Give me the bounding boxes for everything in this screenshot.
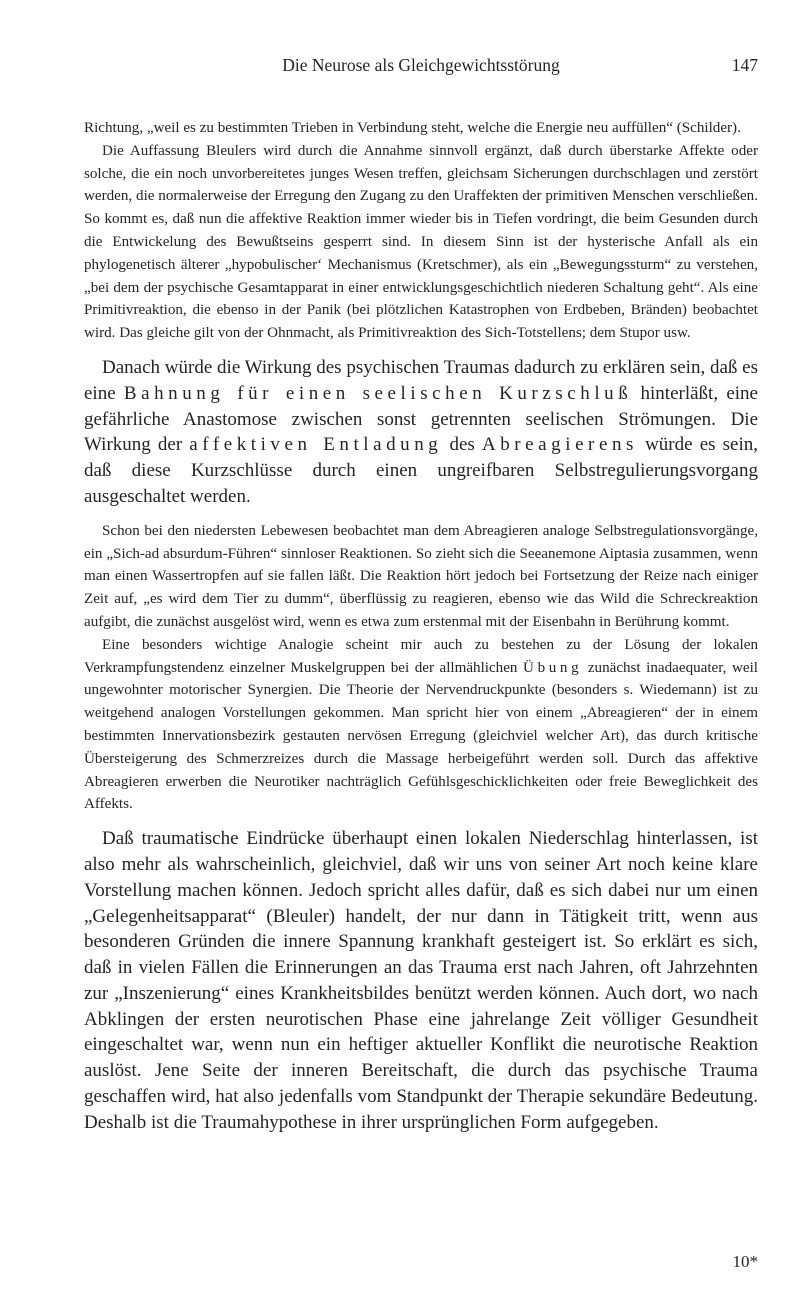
emphasis-abreagieren: Abreagierens: [481, 434, 638, 456]
paragraph-lebewesen: Schon bei den niedersten Lebewesen beobachtet man dem Abreagieren analoge Selbstregulationsvorgänge, ein „Sich-ad absurdum-Führen“ sinnloser Reaktionen. So zieht sich die Seeanemone Aiptasia zusammen, wenn man einen Wassertropfen auf sie fallen läßt. Die Reaktion hört jedoch bei Fortsetzung der Reize nach einiger Zeit auf, „es wird dem Tier zu dumm“, überflüssig zu reagieren, ebenso wie das Wild die Schreckreaktion aufgibt, die zunächst ausgelöst wird, wenn es etwa zum erstenmal mit der Eisenbahn in Berührung kommt.: [84, 522, 758, 630]
page-number: 147: [731, 55, 758, 75]
paragraph-continuation: Richtung, „weil es zu bestimmten Trieben in Verbindung steht, welche die Energie neu auffüllen“ (Schilder).: [84, 120, 741, 136]
paragraph-bleuler: Die Auffassung Bleulers wird durch die Annahme sinnvoll ergänzt, daß durch überstarke Affekte oder solche, die ein noch unvorbereitetes junges Wesen treffen, gleichsam Sicherungen durchschlagen und zerstört werden, die normalerweise der Erregung den Zugang zu den Uraffekten der primitiven Menschen verschließen. So kommt es, daß nun die affektive Reaktion immer wieder bis in Tiefen vordringt, die beim Gesunden durch die Entwickelung des Bewußtseins gesperrt sind. In diesem Sinn ist der hysterische Anfall als ein phylogenetisch älterer „hypobulischer‘ Mechanismus (Kretschmer), als ein „Bewegungssturm“ zu verstehen, „bei dem der psychische Gesamtapparat in einer entwicklungsgeschichtlich niederen Schaltung geht“. Als eine Primitivreaktion, die ebenso in der Panik (bei plötzlichen Katastrophen von Erdbeben, Bränden) beobachtet wird. Das gleiche gilt von der Ohnmacht, als Primitivreaktion des Sich-Totstellens; dem Stupor usw.: [84, 142, 758, 342]
signature-mark: 10*: [732, 1252, 758, 1271]
text-run: würde es sein, daß diese Kurzschlüsse durch einen ungreifbaren Selbstregulierungsvorgang ausgeschaltet werden.: [84, 434, 758, 507]
text-run: zunächst inadaequater, weil ungewohnter motorischer Synergien. Die Theorie der Nervendruckpunkte (besonders s. Wiedemann) ist zu weitgehend analogen Vorstellungen gekommen. Man spricht hier von einem „Abreagieren“ der in einem bestimmten Innervationsbezirk gestauten nervösen Erregung (gleichviel welcher Art), das durch kritische Übersteigerung des Schmerzreizes durch die Massage herbeigeführt werden soll. Durch das affektive Abreagieren erwerben die Neurotiker nachträglich Gefühlsgeschicklichkeiten oder freie Beweglichkeit des Affekts.: [84, 659, 758, 813]
paragraph-niederschlag: Daß traumatische Eindrücke überhaupt einen lokalen Niederschlag hinterlassen, ist also mehr als wahrscheinlich, gleichviel, daß wir uns von seiner Art noch keine klare Vorstellung machen können. Jedoch spricht alles dafür, daß es sich dabei nur um einen „Gelegenheitsapparat“ (Bleuler) handelt, der nur dann in Tätigkeit tritt, wenn aus besonderen Gründen die innere Spannung krankhaft gesteigert ist. So erklärt es sich, daß in vielen Fällen die Erinnerungen an das Trauma erst nach Jahren, oft Jahrzehnten zur „Inszenierung“ eines Krankheitsbildes benützt werden können. Auch dort, wo nach Abklingen der ersten neurotischen Phase eine jahrelange Zeit völliger Gesundheit eingeschaltet war, wenn nun ein heftiger aktueller Konflikt die neurotische Reaktion auslöst. Jene Seite der inneren Bereitschaft, die durch das psychische Trauma geschaffen wird, hat also jedenfalls vom Standpunkt der Therapie sekundäre Bedeutung. Deshalb ist die Traumahypothese in ihrer ursprünglichen Form aufgegeben.: [84, 828, 758, 1133]
text-run: hinterläßt, eine gefährliche Anastomose zwischen sonst getrennten seelischen Strömungen. Die Wirkung der: [84, 382, 758, 456]
paragraph-analogie: [84, 634, 758, 816]
text-run: Eine besonders wichtige Analogie scheint mir auch zu bestehen zu der Lösung der lokalen Verkrampfungstendenz einzelner Muskelgruppen bei der allmählichen: [84, 636, 758, 676]
running-title: Die Neurose als Gleichgewichtsstörung: [282, 55, 560, 75]
paragraph-trauma-kurzschluss: [84, 355, 758, 510]
emphasis-uebung: Übung: [523, 659, 583, 676]
text-run: des: [442, 434, 482, 456]
running-head: [84, 55, 758, 81]
emphasis-bahnung: Bahnung für einen seelischen Kurzschluß: [123, 382, 633, 404]
body-text: [84, 117, 758, 1136]
text-run: Danach würde die Wirkung des psychischen Traumas dadurch zu erklären sein, daß es eine: [84, 356, 758, 404]
emphasis-affektive-entladung: affektiven Entladung: [189, 434, 443, 456]
